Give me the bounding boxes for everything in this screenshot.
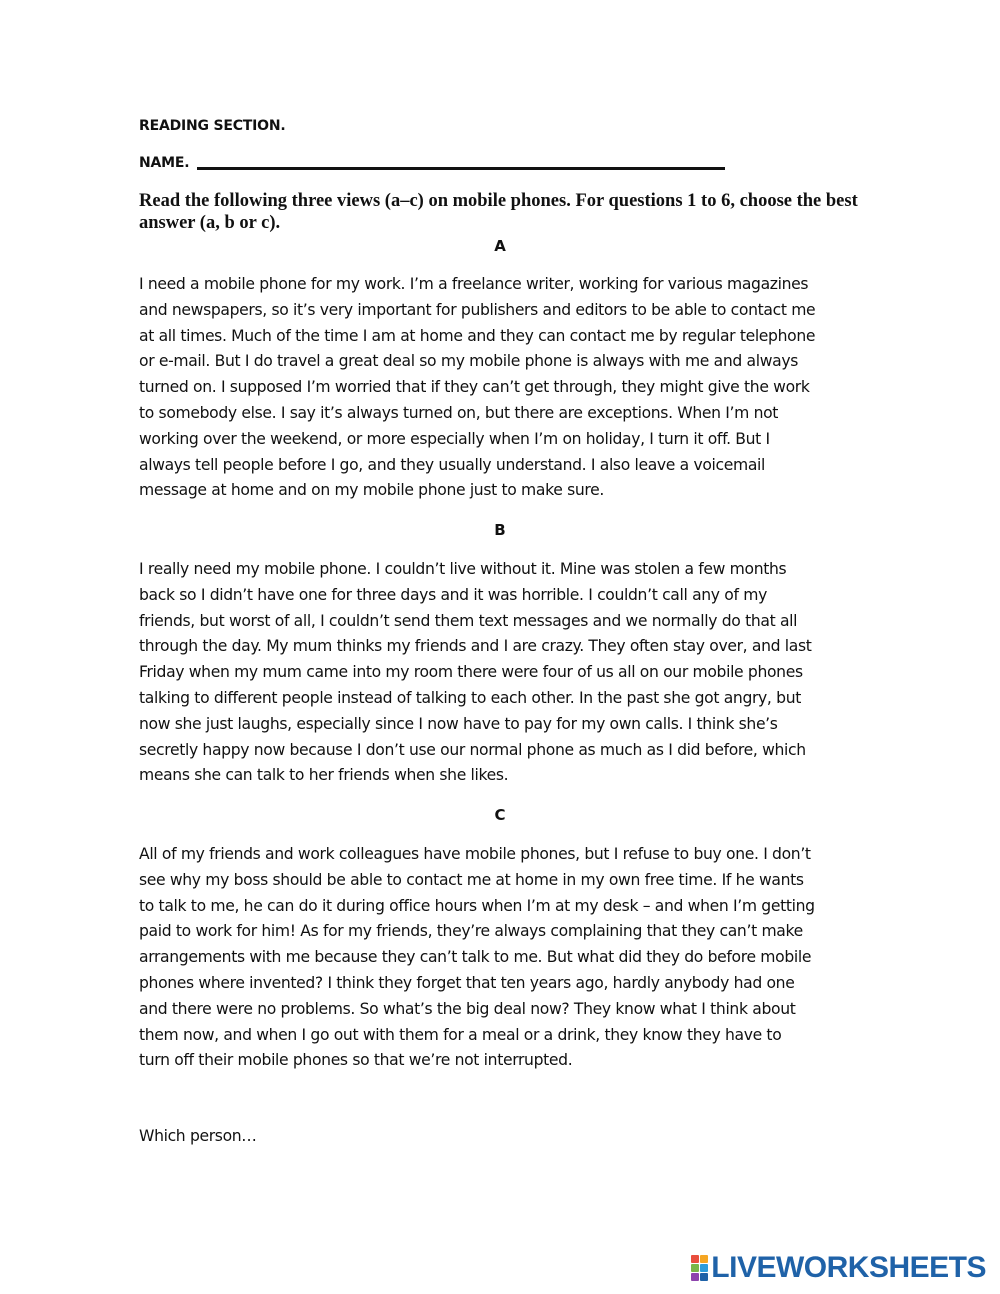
view-a-line: working over the weekend, or more especially when I’m on holiday, I turn it off. But I	[139, 429, 770, 448]
view-a-line: message at home and on my mobile phone just to make sure.	[139, 481, 604, 500]
view-b-line: friends, but worst of all, I couldn’t send them text messages and we normally do that all	[139, 611, 798, 630]
logo-mark-icon	[691, 1255, 708, 1281]
liveworksheets-logo	[691, 1252, 986, 1284]
view-a-line: turned on. I supposed I’m worried that if they can’t get through, they might give the work	[139, 378, 810, 397]
logo-mark-square	[691, 1273, 699, 1281]
view-a-line: to somebody else. I say it’s always turned on, but there are exceptions. When I’m not	[139, 403, 779, 422]
name-label: NAME.	[139, 155, 190, 171]
view-c-line: see why my boss should be able to contact me at home in my own free time. If he wants	[139, 870, 804, 889]
view-b-line: now she just laughs, especially since I now have to pay for my own calls. I think she’s	[139, 714, 778, 733]
view-c-line: All of my friends and work colleagues have mobile phones, but I refuse to buy one. I don’t	[139, 845, 811, 863]
instructions: Read the following three views (a–c) on mobile phones. For questions 1 to 6, choose the best answer (a, b or c).	[139, 191, 858, 233]
logo-mark-square	[691, 1255, 699, 1263]
view-a-heading: A	[494, 237, 506, 255]
logo-text: LIVEWORKSHEETS	[711, 1251, 986, 1284]
view-b-line: talking to different people instead of talking to each other. In the past she got angry, but	[139, 688, 801, 707]
view-a-line: and newspapers, so it’s very important for publishers and editors to be able to contact me	[139, 300, 816, 319]
view-c-line: and there were no problems. So what’s the big deal now? They know what I think about	[139, 999, 796, 1018]
logo-mark-square	[700, 1264, 708, 1272]
view-c-line: paid to work for him! As for my friends, they’re always complaining that they can’t make	[139, 922, 803, 941]
view-b-line: back so I didn’t have one for three days and it was horrible. I couldn’t call any of my	[139, 585, 767, 604]
name-answer-line[interactable]	[197, 167, 725, 170]
view-b-line: means she can talk to her friends when she likes.	[139, 766, 509, 785]
view-b-line: secretly happy now because I don’t use our normal phone as much as I did before, which	[139, 740, 806, 759]
view-c-line: phones where invented? I think they forget that ten years ago, hardly anybody had one	[139, 973, 795, 992]
view-c-line: turn off their mobile phones so that we’re not interrupted.	[139, 1051, 573, 1070]
view-b-text	[139, 557, 869, 789]
view-b-line: through the day. My mum thinks my friends and I are crazy. They often stay over, and last	[139, 637, 812, 656]
view-a-line: I need a mobile phone for my work. I’m a freelance writer, working for various magazines	[139, 275, 809, 293]
logo-mark-square	[691, 1264, 699, 1272]
view-c-line: arrangements with me because they can’t talk to me. But what did they do before mobile	[139, 948, 812, 967]
view-a-text	[139, 272, 869, 504]
logo-mark-square	[700, 1255, 708, 1263]
logo-mark-square	[700, 1273, 708, 1281]
view-b-line: I really need my mobile phone. I couldn’t live without it. Mine was stolen a few months	[139, 560, 787, 578]
view-a-line: or e-mail. But I do travel a great deal so my mobile phone is always with me and always	[139, 352, 798, 371]
view-a-line: always tell people before I go, and they usually understand. I also leave a voicemail	[139, 455, 765, 474]
view-c-line: them now, and when I go out with them for a meal or a drink, they know they have to	[139, 1025, 782, 1044]
view-c-line: to talk to me, he can do it during office hours when I’m at my desk – and when I’m getting	[139, 896, 815, 915]
question-stem: Which person…	[139, 1127, 257, 1145]
view-c-heading: C	[494, 806, 506, 824]
view-b-heading: B	[494, 521, 506, 539]
section-title: READING SECTION.	[139, 118, 286, 134]
view-c-text	[139, 842, 869, 1074]
view-b-line: Friday when my mum came into my room there were four of us all on our mobile phones	[139, 663, 803, 682]
name-row	[139, 155, 725, 171]
view-a-line: at all times. Much of the time I am at home and they can contact me by regular telephone	[139, 326, 816, 345]
